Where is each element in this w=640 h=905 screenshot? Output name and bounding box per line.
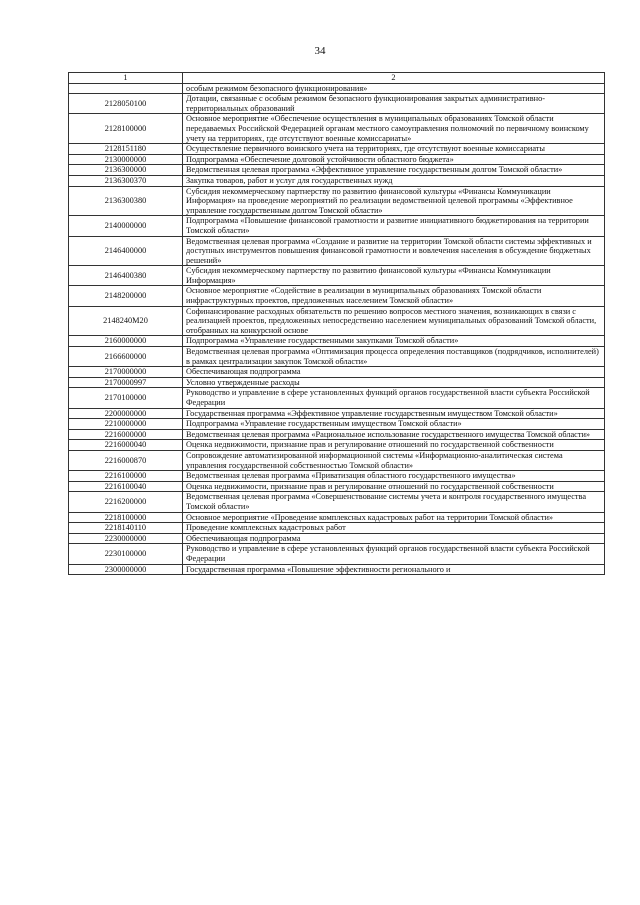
row-code: 2140000000 [69,216,183,236]
table-row [69,429,605,440]
table-row [69,512,605,523]
row-description: Условно утвержденные расходы [183,377,605,388]
table-row [69,377,605,388]
row-code: 2200000000 [69,408,183,419]
row-code: 2300000000 [69,564,183,575]
table-row [69,440,605,451]
row-code: 2136300370 [69,175,183,186]
table-row [69,544,605,564]
row-description: Обеспечивающая подпрограмма [183,533,605,544]
row-code: 2170100000 [69,388,183,408]
table-row [69,564,605,575]
row-code: 2148200000 [69,286,183,306]
row-code [69,83,183,94]
table-row [69,175,605,186]
row-code: 2230100000 [69,544,183,564]
row-description: Осуществление первичного воинского учета на территориях, где отсутствуют военные комиссариаты [183,144,605,155]
row-description: Сопровождение автоматизированной информационной системы «Информационно-аналитическая система управления государственной собственностью Томской области» [183,450,605,470]
table-row [69,83,605,94]
row-description: Государственная программа «Повышение эффективности регионального и [183,564,605,575]
row-description: Ведомственная целевая программа «Приватизация областного государственного имущества» [183,471,605,482]
table-row [69,144,605,155]
row-description: Дотации, связанные с особым режимом безопасного функционирования закрытых административно-территориальных образований [183,94,605,114]
row-description: Ведомственная целевая программа «Создание и развитие на территории Томской области системы эффективных и доступных инструментов повышения финансовой грамотности и вовлечения населения в обсуждение бюджетных решений» [183,236,605,266]
row-code: 2216100000 [69,471,183,482]
row-description: Руководство и управление в сфере установленных функций органов государственной власти субъекта Российской Федерации [183,544,605,564]
row-code: 2230000000 [69,533,183,544]
row-description: Ведомственная целевая программа «Рациональное использование государственного имущества Томской области» [183,429,605,440]
row-description: Руководство и управление в сфере установленных функций органов государственной власти субъекта Российской Федерации [183,388,605,408]
table-row [69,216,605,236]
table-row [69,367,605,378]
row-description: Закупка товаров, работ и услуг для государственных нужд [183,175,605,186]
table-header-row [69,73,605,84]
column-header-code: 1 [69,73,183,84]
row-code: 2128151180 [69,144,183,155]
table-row [69,408,605,419]
row-description: Подпрограмма «Обеспечение долговой устойчивости областного бюджета» [183,154,605,165]
table-row [69,492,605,512]
row-code: 2216000870 [69,450,183,470]
row-description: Подпрограмма «Управление государственным имуществом Томской области» [183,419,605,430]
table-row [69,266,605,286]
table-row [69,165,605,176]
table-row [69,388,605,408]
table-row [69,471,605,482]
table-row [69,419,605,430]
row-description: Государственная программа «Эффективное управление государственным имуществом Томской области» [183,408,605,419]
row-code: 2216000040 [69,440,183,451]
row-description: Основное мероприятие «Обеспечение осуществления в муниципальных образованиях Томской области передаваемых Российской Федерацией органам местного самоуправления полномочий по первичному воинскому учету на территориях, где отсутствуют военные комиссариаты» [183,114,605,144]
table-row [69,286,605,306]
row-description: Оценка недвижимости, признание прав и регулирование отношений по государственной собственности [183,440,605,451]
row-code: 2130000000 [69,154,183,165]
table-row [69,523,605,534]
row-description: Основное мероприятие «Проведение комплексных кадастровых работ на территории Томской области» [183,512,605,523]
row-code: 2216100040 [69,481,183,492]
row-code: 2160000000 [69,336,183,347]
table-row [69,186,605,216]
row-code: 2170000997 [69,377,183,388]
table-row [69,236,605,266]
row-description: Субсидия некоммерческому партнерству по развитию финансовой культуры «Финансы Коммуникации Информация» [183,266,605,286]
row-description: Ведомственная целевая программа «Совершенствование системы учета и контроля государственного имущества Томской области» [183,492,605,512]
row-code: 2148240M20 [69,306,183,336]
budget-classification-table [68,72,605,575]
column-header-description: 2 [183,73,605,84]
row-description: Оценка недвижимости, признание прав и регулирование отношений по государственной собственности [183,481,605,492]
row-code: 2218140110 [69,523,183,534]
table-row [69,481,605,492]
row-description: Субсидия некоммерческому партнерству по развитию финансовой культуры «Финансы Коммуникации Информация» на проведение мероприятий по реализации ведомственной целевой программы «Эффективное управление государственным долгом Томской области» [183,186,605,216]
row-description: Софинансирование расходных обязательств по решению вопросов местного значения, возникающих в связи с реализацией проектов, предложенных непосредственно населением муниципальных образований Томской области, отобранных на конкурсной основе [183,306,605,336]
row-code: 2136300000 [69,165,183,176]
row-code: 2136300380 [69,186,183,216]
row-description: Проведение комплексных кадастровых работ [183,523,605,534]
row-description: Обеспечивающая подпрограмма [183,367,605,378]
row-description: Ведомственная целевая программа «Оптимизация процесса определения поставщиков (подрядчиков, исполнителей) в рамках централизации закупок Томской области» [183,347,605,367]
row-description: Ведомственная целевая программа «Эффективное управление государственным долгом Томской области» [183,165,605,176]
row-code: 2218100000 [69,512,183,523]
table-row [69,154,605,165]
table-row [69,336,605,347]
page-number: 34 [314,45,326,57]
row-description: Подпрограмма «Управление государственными закупками Томской области» [183,336,605,347]
row-code: 2128100000 [69,114,183,144]
table-row [69,450,605,470]
table-row [69,114,605,144]
row-code: 2128050100 [69,94,183,114]
row-code: 2216200000 [69,492,183,512]
table-row [69,306,605,336]
row-code: 2166600000 [69,347,183,367]
table-row [69,533,605,544]
row-code: 2216000000 [69,429,183,440]
table-row [69,94,605,114]
row-description: особым режимом безопасного функционирования» [183,83,605,94]
table-row [69,347,605,367]
row-code: 2210000000 [69,419,183,430]
row-description: Основное мероприятие «Содействие в реализации в муниципальных образованиях Томской области инфраструктурных проектов, предложенных населением Томской области» [183,286,605,306]
row-code: 2146400380 [69,266,183,286]
row-description: Подпрограмма «Повышение финансовой грамотности и развитие инициативного бюджетирования на территории Томской области» [183,216,605,236]
table-body [69,73,605,575]
row-code: 2146400000 [69,236,183,266]
row-code: 2170000000 [69,367,183,378]
